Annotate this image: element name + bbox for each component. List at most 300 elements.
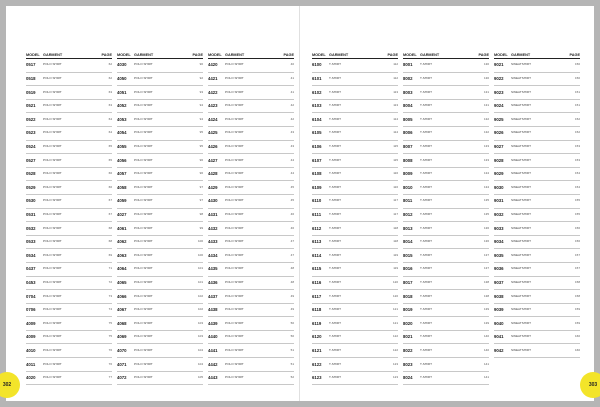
model-code: 0706 (26, 307, 36, 313)
model-code: 9035 (494, 252, 504, 258)
table-row (403, 331, 489, 345)
model-code: 4020 (26, 375, 36, 381)
page-ref: 74 (108, 307, 112, 312)
page-ref: 140 (483, 334, 489, 339)
model-code: 4057 (117, 171, 127, 177)
model-code: 6101 (312, 76, 322, 82)
model-code: 9037 (494, 279, 504, 285)
table-row (403, 209, 489, 223)
page-ref: 156 (574, 225, 580, 230)
garment-name: POLO SHIRT (225, 252, 244, 257)
garment-name: POLO SHIRT (43, 184, 62, 189)
page-ref: 116 (393, 171, 398, 176)
table-row (403, 263, 489, 277)
header-model: MODEL (312, 53, 326, 57)
page-number-left: 302 (0, 372, 20, 398)
garment-name: T-SHIRT (420, 361, 432, 366)
garment-name: T-SHIRT (329, 211, 341, 216)
table-row (494, 277, 580, 291)
page-ref: 49 (290, 307, 294, 312)
table-row (494, 331, 580, 345)
model-code: 4421 (208, 76, 218, 82)
index-column (494, 50, 580, 358)
model-code: 9028 (494, 157, 504, 163)
table-row (117, 59, 203, 73)
garment-name: POLO SHIRT (43, 293, 62, 298)
model-code: 6104 (312, 116, 322, 122)
index-column (312, 50, 398, 385)
model-code: 6102 (312, 89, 322, 95)
table-row (208, 290, 294, 304)
table-row (494, 59, 580, 73)
page-ref: 139 (483, 320, 489, 325)
model-code: 6120 (312, 334, 322, 340)
table-row (403, 73, 489, 87)
garment-name: T-SHIRT (329, 225, 341, 230)
page-ref: 100 (197, 239, 203, 244)
table-row (208, 263, 294, 277)
garment-name: T-SHIRT (420, 293, 432, 298)
table-row (494, 113, 580, 127)
model-code: 8017 (403, 279, 413, 285)
garment-name: POLO SHIRT (225, 225, 244, 230)
page-ref: 77 (108, 375, 112, 380)
page-ref: 131 (483, 103, 489, 108)
model-code: 4051 (117, 89, 127, 95)
page-ref: 155 (574, 198, 580, 203)
table-row (494, 154, 580, 168)
garment-name: POLO SHIRT (225, 375, 244, 380)
garment-name: POLO SHIRT (225, 279, 244, 284)
page-ref: 48 (290, 266, 294, 271)
table-row (26, 181, 112, 195)
garment-name: POLO SHIRT (225, 62, 244, 67)
garment-name: SWEATSHIRT (511, 293, 531, 298)
garment-name: T-SHIRT (420, 157, 432, 162)
page-ref: 47 (290, 239, 294, 244)
page-number-right: 303 (580, 372, 600, 398)
model-code: 4027 (117, 211, 127, 217)
model-code: 6110 (312, 198, 322, 204)
page-ref: 136 (483, 225, 489, 230)
header-page: PAGE (283, 53, 294, 57)
right-page (300, 6, 594, 401)
page-ref: 96 (199, 157, 203, 162)
page-ref: 114 (393, 116, 398, 121)
table-row (117, 222, 203, 236)
table-row (208, 236, 294, 250)
page-ref: 130 (483, 76, 489, 81)
table-row (117, 344, 203, 358)
model-code: 0521 (26, 103, 36, 109)
model-code: 8002 (403, 76, 413, 82)
model-code: 4071 (117, 361, 127, 367)
page-ref: 140 (483, 347, 489, 352)
garment-name: T-SHIRT (420, 62, 432, 67)
table-row (26, 304, 112, 318)
table-row (403, 222, 489, 236)
model-code: 6122 (312, 361, 322, 367)
table-row (208, 358, 294, 372)
garment-name: POLO SHIRT (134, 198, 153, 203)
table-header (117, 50, 203, 59)
model-code: 4030 (117, 62, 127, 68)
page-ref: 115 (393, 144, 398, 148)
page-ref: 90 (199, 62, 203, 67)
table-row (494, 317, 580, 331)
garment-name: T-SHIRT (329, 171, 341, 176)
garment-name: POLO SHIRT (43, 198, 62, 203)
table-row (312, 59, 398, 73)
page-ref: 122 (392, 334, 398, 339)
page-ref: 66 (108, 184, 112, 189)
model-code: 9034 (494, 239, 504, 245)
table-row (208, 344, 294, 358)
garment-name: SWEATSHIRT (511, 239, 531, 244)
header-page: PAGE (387, 53, 398, 57)
table-row (117, 358, 203, 372)
table-row (208, 181, 294, 195)
garment-name: POLO SHIRT (134, 103, 153, 108)
index-column (26, 50, 112, 385)
table-row (117, 263, 203, 277)
table-row (312, 209, 398, 223)
model-code: 6115 (312, 266, 322, 272)
header-page: PAGE (101, 53, 112, 57)
garment-name: T-SHIRT (329, 252, 341, 257)
index-column (208, 50, 294, 385)
garment-name: SWEATSHIRT (511, 116, 531, 121)
garment-name: T-SHIRT (420, 116, 432, 121)
table-row (403, 113, 489, 127)
table-row (208, 127, 294, 141)
page-ref: 75 (108, 334, 112, 339)
model-code: 8020 (403, 320, 413, 326)
model-code: 6121 (312, 347, 322, 353)
model-code: 9040 (494, 320, 504, 326)
garment-name: POLO SHIRT (225, 76, 244, 81)
table-row (26, 59, 112, 73)
table-row (312, 168, 398, 182)
model-code: 0522 (26, 116, 36, 122)
page-ref: 68 (108, 225, 112, 230)
model-code: 8024 (403, 375, 413, 381)
model-code: 4009 (26, 320, 36, 326)
table-row (312, 100, 398, 114)
model-code: 4423 (208, 103, 218, 109)
model-code: 0528 (26, 171, 36, 177)
model-code: 0527 (26, 157, 36, 163)
model-code: 9039 (494, 307, 504, 313)
model-code: 9023 (494, 89, 504, 95)
model-code: 6116 (312, 279, 322, 285)
garment-name: T-SHIRT (329, 293, 341, 298)
page-ref: 156 (574, 239, 580, 244)
garment-name: SWEATSHIRT (511, 198, 531, 203)
model-code: 8023 (403, 361, 413, 367)
model-code: 8009 (403, 171, 413, 177)
table-row (26, 168, 112, 182)
table-row (117, 168, 203, 182)
page-ref: 50 (290, 320, 294, 325)
page-ref: 72 (108, 279, 112, 284)
garment-name: POLO SHIRT (134, 62, 153, 67)
model-code: 8019 (403, 307, 413, 313)
table-row (403, 154, 489, 168)
garment-name: SWEATSHIRT (511, 252, 531, 257)
garment-name: SWEATSHIRT (511, 307, 531, 312)
garment-name: T-SHIRT (329, 266, 341, 271)
page-ref: 138 (483, 279, 489, 284)
table-row (26, 127, 112, 141)
page-ref: 52 (290, 375, 294, 380)
garment-name: POLO SHIRT (134, 347, 153, 352)
table-row (117, 277, 203, 291)
page-ref: 47 (290, 252, 294, 257)
header-page: PAGE (569, 53, 580, 57)
model-code: 9029 (494, 171, 504, 177)
table-row (208, 331, 294, 345)
page-ref: 137 (483, 266, 489, 271)
table-row (117, 100, 203, 114)
model-code: 6103 (312, 103, 322, 109)
model-code: 9030 (494, 184, 504, 190)
garment-name: POLO SHIRT (134, 144, 153, 148)
page-ref: 112 (393, 62, 398, 67)
page-ref: 40 (290, 62, 294, 67)
page-ref: 76 (108, 347, 112, 352)
page-ref: 97 (199, 184, 203, 189)
model-code: 6105 (312, 130, 322, 136)
page-ref: 100 (197, 252, 203, 257)
garment-name: POLO SHIRT (134, 361, 153, 366)
garment-name: POLO SHIRT (43, 320, 62, 325)
table-row (26, 317, 112, 331)
table-row (208, 195, 294, 209)
table-row (117, 304, 203, 318)
page-ref: 119 (393, 252, 398, 257)
table-row (312, 290, 398, 304)
table-row (26, 249, 112, 263)
garment-name: POLO SHIRT (225, 320, 244, 325)
garment-name: POLO SHIRT (134, 239, 153, 244)
page-ref: 92 (199, 76, 203, 81)
garment-name: POLO SHIRT (43, 307, 62, 312)
model-code: 8015 (403, 252, 413, 258)
model-code: 4424 (208, 116, 218, 122)
page-ref: 48 (290, 279, 294, 284)
garment-name: POLO SHIRT (43, 361, 62, 366)
table-row (312, 195, 398, 209)
table-row (494, 73, 580, 87)
table-row (208, 86, 294, 100)
table-row (117, 127, 203, 141)
garment-name: T-SHIRT (329, 184, 341, 189)
garment-name: T-SHIRT (420, 279, 432, 284)
garment-name: SWEATSHIRT (511, 130, 531, 135)
page-ref: 138 (483, 293, 489, 298)
garment-name: T-SHIRT (329, 307, 341, 312)
page-ref: 94 (199, 116, 203, 121)
page-ref: 134 (483, 184, 489, 189)
model-code: 8016 (403, 266, 413, 272)
table-row (26, 344, 112, 358)
page-ref: 119 (393, 266, 398, 271)
page-ref: 69 (108, 252, 112, 257)
page-ref: 118 (393, 225, 398, 230)
model-code: 8003 (403, 89, 413, 95)
page-ref: 120 (392, 279, 398, 284)
header-page: PAGE (478, 53, 489, 57)
table-row (403, 290, 489, 304)
table-row (494, 100, 580, 114)
page-ref: 152 (574, 116, 580, 121)
model-code: 0529 (26, 184, 36, 190)
page-ref: 45 (290, 198, 294, 203)
catalog-spread (6, 6, 594, 401)
table-row (403, 100, 489, 114)
table-row (403, 195, 489, 209)
page-ref: 160 (574, 334, 580, 339)
table-row (26, 222, 112, 236)
table-row (494, 181, 580, 195)
table-row (117, 154, 203, 168)
model-code: 8005 (403, 116, 413, 122)
garment-name: POLO SHIRT (225, 144, 244, 148)
table-row (117, 317, 203, 331)
table-row (208, 113, 294, 127)
model-code: 4428 (208, 171, 218, 177)
table-row (312, 304, 398, 318)
table-row (403, 59, 489, 73)
page-ref: 132 (483, 130, 489, 135)
garment-name: T-SHIRT (329, 279, 341, 284)
model-code: 6118 (312, 307, 322, 313)
garment-name: POLO SHIRT (225, 198, 244, 203)
garment-name: T-SHIRT (420, 347, 432, 352)
table-row (494, 249, 580, 263)
garment-name: POLO SHIRT (43, 130, 62, 135)
table-row (312, 154, 398, 168)
table-row (494, 236, 580, 250)
model-code: 4063 (117, 252, 127, 258)
garment-name: T-SHIRT (420, 211, 432, 216)
model-code: 8012 (403, 211, 413, 217)
page-ref: 43 (290, 130, 294, 135)
table-row (117, 249, 203, 263)
garment-name: SWEATSHIRT (511, 347, 531, 352)
page-ref: 51 (290, 361, 294, 366)
table-row (208, 372, 294, 386)
garment-name: POLO SHIRT (134, 184, 153, 189)
table-row (494, 86, 580, 100)
table-row (312, 344, 398, 358)
page-ref: 113 (393, 89, 398, 94)
page-ref: 66 (108, 171, 112, 176)
model-code: 4066 (117, 293, 127, 299)
garment-name: POLO SHIRT (43, 103, 62, 108)
model-code: 4433 (208, 239, 218, 245)
table-row (403, 86, 489, 100)
model-code: 6112 (312, 225, 322, 231)
table-header (208, 50, 294, 59)
garment-name: POLO SHIRT (225, 361, 244, 366)
model-code: 6106 (312, 144, 322, 149)
garment-name: POLO SHIRT (225, 130, 244, 135)
garment-name: SWEATSHIRT (511, 103, 531, 108)
model-code: 0453 (26, 279, 36, 285)
table-row (312, 141, 398, 155)
model-code: 4434 (208, 252, 218, 258)
model-code: 4443 (208, 375, 218, 381)
garment-name: SWEATSHIRT (511, 89, 531, 94)
model-code: 4436 (208, 279, 218, 285)
garment-name: T-SHIRT (329, 334, 341, 339)
model-code: 6108 (312, 171, 322, 177)
table-row (312, 86, 398, 100)
model-code: 9038 (494, 293, 504, 299)
page-ref: 93 (199, 89, 203, 94)
table-row (26, 236, 112, 250)
page-ref: 102 (197, 307, 203, 312)
garment-name: SWEATSHIRT (511, 157, 531, 162)
header-page: PAGE (192, 53, 203, 57)
table-row (117, 236, 203, 250)
model-code: 0531 (26, 211, 36, 217)
table-row (26, 290, 112, 304)
table-header (403, 50, 489, 59)
page-ref: 68 (108, 239, 112, 244)
model-code: 8006 (403, 130, 413, 136)
table-row (117, 73, 203, 87)
garment-name: SWEATSHIRT (511, 76, 531, 81)
page-ref: 160 (574, 347, 580, 352)
page-ref: 154 (574, 171, 580, 176)
header-garment: GARMENT (225, 53, 245, 57)
garment-name: POLO SHIRT (134, 89, 153, 94)
garment-name: POLO SHIRT (134, 116, 153, 121)
page-ref: 137 (483, 252, 489, 257)
table-row (312, 358, 398, 372)
page-ref: 153 (574, 157, 580, 162)
table-row (403, 304, 489, 318)
garment-name: POLO SHIRT (43, 239, 62, 244)
garment-name: POLO SHIRT (134, 171, 153, 176)
model-code: 4437 (208, 293, 218, 299)
garment-name: T-SHIRT (329, 116, 341, 121)
garment-name: POLO SHIRT (134, 320, 153, 325)
table-row (403, 277, 489, 291)
table-row (312, 277, 398, 291)
table-row (403, 317, 489, 331)
table-row (117, 290, 203, 304)
garment-name: POLO SHIRT (134, 211, 153, 216)
model-code: 6117 (312, 293, 322, 299)
table-row (312, 317, 398, 331)
table-row (26, 86, 112, 100)
garment-name: T-SHIRT (420, 130, 432, 135)
model-code: 4053 (117, 116, 127, 122)
page-ref: 157 (574, 266, 580, 271)
model-code: 4067 (117, 307, 127, 313)
header-model: MODEL (117, 53, 131, 57)
table-row (26, 209, 112, 223)
page-ref: 73 (108, 293, 112, 298)
model-code: 0534 (26, 252, 36, 258)
page-ref: 134 (483, 171, 489, 176)
garment-name: T-SHIRT (420, 89, 432, 94)
model-code: 4430 (208, 198, 218, 204)
